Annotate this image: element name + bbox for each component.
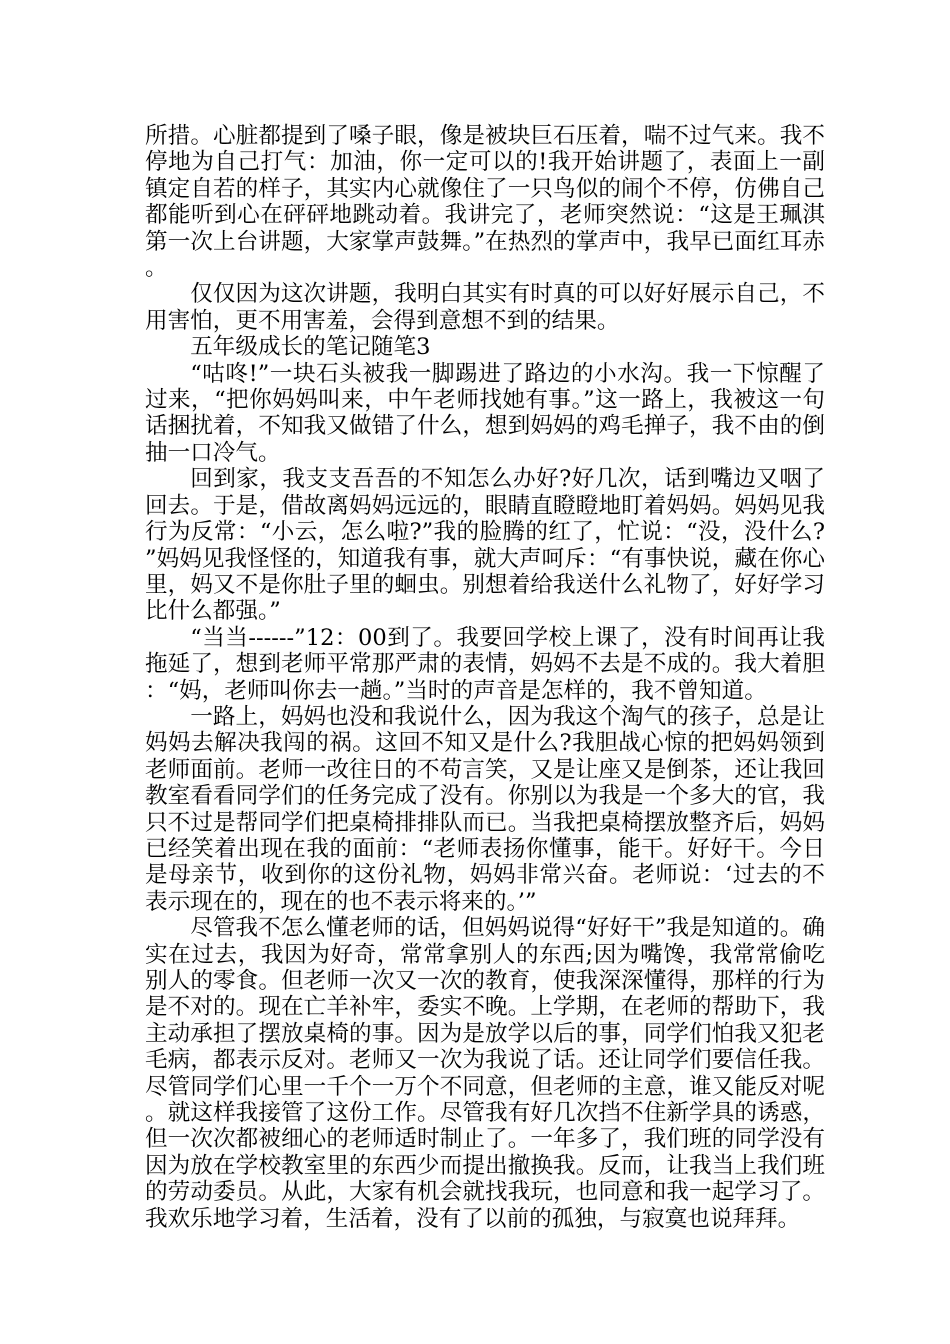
section-heading: 五年级成长的笔记随笔3 (190, 334, 431, 361)
document-page (145, 123, 825, 1232)
paragraph-2: 仅仅因为这次讲题，我明白其实有时真的可以好好展示自己，不用害怕，更不用害羞，会得到意想不到的结果。 (145, 281, 825, 334)
paragraph-5: “当当------”12：00到了。我要回学校上课了，没有时间再让我拖延了，想到老师平常那严肃的表情，妈妈不去是不成的。我大着胆：“妈，老师叫你去一趟。”当时的声音是怎样的，我不曾知道。 (145, 624, 825, 704)
paragraph-4: 回到家，我支支吾吾的不知怎么办好?好几次，话到嘴边又咽了回去。于是，借故离妈妈远远的，眼睛直瞪瞪地盯着妈妈。妈妈见我行为反常：“小云，怎么啦?”我的脸腾的红了，忙说：“没，没什么?”妈妈见我怪怪的，知道我有事，就大声呵斥：“有事快说，藏在你心里，妈又不是你肚子里的蛔虫。别想着给我送什么礼物了，好好学习比什么都强。” (145, 466, 825, 625)
paragraph-6: 一路上，妈妈也没和我说什么，因为我这个淘气的孩子，总是让妈妈去解决我闯的祸。这回不知又是什么?我胆战心惊的把妈妈领到老师面前。老师一改往日的不苟言笑，又是让座又是倒茶，还让我回教室看看同学们的任务完成了没有。你别以为我是一个多大的官，我只不过是帮同学们把桌椅排排队而已。当我把桌椅摆放整齐后，妈妈已经笑着出现在我的面前：“老师表扬你懂事，能干。好好干。今日是母亲节，收到你的这份礼物，妈妈非常兴奋。老师说：‘过去的不表示现在的，现在的也不表示将来的。’” (145, 703, 825, 915)
paragraph-1: 所措。心脏都提到了嗓子眼，像是被块巨石压着，喘不过气来。我不停地为自己打气：加油，你一定可以的!我开始讲题了，表面上一副镇定自若的样子，其实内心就像住了一只鸟似的闹个不停，仿佛自己都能听到心在砰砰地跳动着。我讲完了，老师突然说：“这是王珮淇第一次上台讲题，大家掌声鼓舞。”在热烈的掌声中，我早已面红耳赤。 (145, 123, 825, 282)
paragraph-7: 尽管我不怎么懂老师的话，但妈妈说得“好好干”我是知道的。确实在过去，我因为好奇，常常拿别人的东西;因为嘴馋，我常常偷吃别人的零食。但老师一次又一次的教育，使我深深懂得，那样的行为是不对的。现在亡羊补牢，委实不晚。上学期，在老师的帮助下，我主动承担了摆放桌椅的事。因为是放学以后的事，同学们怕我又犯老毛病，都表示反对。老师又一次为我说了话。还让同学们要信任我。尽管同学们心里一千个一万个不同意，但老师的主意，谁又能反对呢。就这样我接管了这份工作。尽管我有好几次挡不住新学具的诱惑，但一次次都被细心的老师适时制止了。一年多了，我们班的同学没有因为放在学校教室里的东西少而提出撤换我。反而，让我当上我们班的劳动委员。从此，大家有机会就找我玩，也同意和我一起学习了。我欢乐地学习着，生活着，没有了以前的孤独，与寂寞也说拜拜。 (145, 915, 825, 1232)
paragraph-3: “咕咚!”一块石头被我一脚踢进了路边的小水沟。我一下惊醒了过来，“把你妈妈叫来，中午老师找她有事。”这一路上，我被这一句话捆扰着，不知我又做错了什么，想到妈妈的鸡毛掸子，我不由的倒抽一口冷气。 (145, 360, 825, 466)
